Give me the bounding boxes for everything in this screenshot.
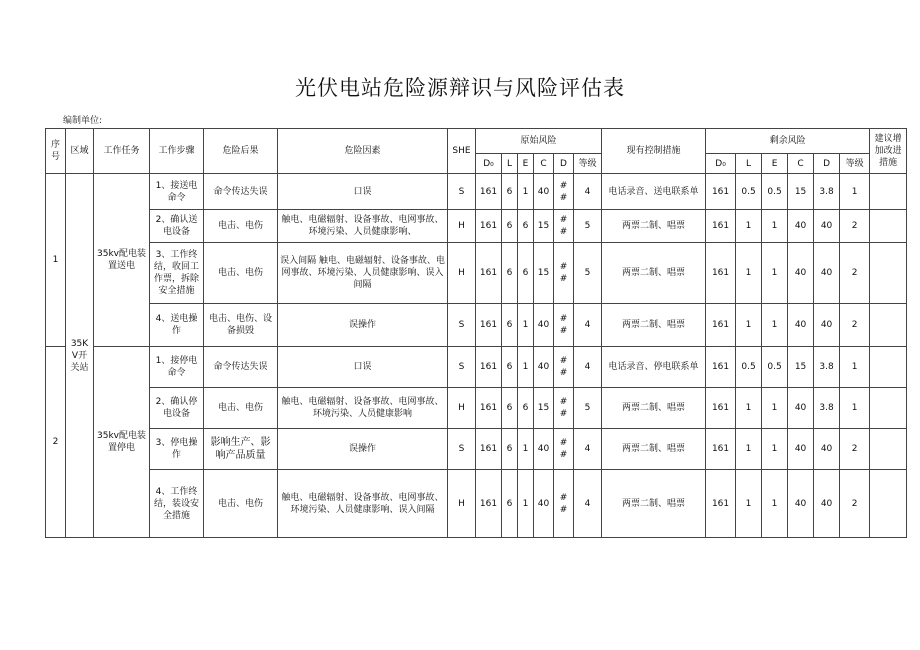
resid-d0: 161	[706, 347, 736, 388]
suggestion-cell	[870, 388, 907, 429]
orig-level: 5	[574, 243, 602, 304]
orig-d: ##	[554, 388, 574, 429]
orig-d0: 161	[476, 210, 502, 243]
header-resid-c: C	[788, 154, 814, 174]
resid-d0: 161	[706, 429, 736, 470]
resid-e: 1	[762, 243, 788, 304]
resid-l: 0.5	[736, 347, 762, 388]
resid-level: 2	[840, 210, 870, 243]
orig-e: 6	[518, 210, 534, 243]
header-orig-c: C	[534, 154, 554, 174]
control-cell: 两票二制、唱票	[602, 210, 706, 243]
suggestion-cell	[870, 243, 907, 304]
orig-d: ##	[554, 304, 574, 347]
header-consequence: 危险后果	[204, 129, 278, 174]
table-row	[46, 388, 907, 429]
resid-l: 1	[736, 243, 762, 304]
resid-c: 40	[788, 429, 814, 470]
consequence-cell: 电击、电伤、设备损毁	[204, 304, 278, 347]
resid-c: 40	[788, 304, 814, 347]
factor-cell: 误入间隔 触电、电磁辐射、设备事故、电网事故、环境污染、人员健康影响、误入间隔	[278, 243, 448, 304]
resid-d: 40	[814, 210, 840, 243]
resid-l: 1	[736, 304, 762, 347]
step-cell: 3、停电操作	[150, 429, 204, 470]
task-cell: 35kv配电装置停电	[94, 347, 150, 538]
she-cell: H	[448, 210, 476, 243]
header-controls: 现有控制措施	[602, 129, 706, 174]
table-row	[46, 210, 907, 243]
step-cell: 1、接停电命令	[150, 347, 204, 388]
factor-cell: 口误	[278, 174, 448, 210]
factor-cell: 触电、电磁辐射、设备事故、电网事故、环境污染、人员健康影响	[278, 388, 448, 429]
resid-d0: 161	[706, 388, 736, 429]
header-task: 工作任务	[94, 129, 150, 174]
orig-d0: 161	[476, 347, 502, 388]
resid-d: 3.8	[814, 347, 840, 388]
resid-d0: 161	[706, 210, 736, 243]
control-cell: 两票二制、唱票	[602, 470, 706, 538]
resid-d0: 161	[706, 304, 736, 347]
resid-level: 2	[840, 470, 870, 538]
suggestion-cell	[870, 470, 907, 538]
resid-d: 40	[814, 304, 840, 347]
consequence-cell: 命令传达失误	[204, 174, 278, 210]
factor-cell: 口误	[278, 347, 448, 388]
header-resid-d: D	[814, 154, 840, 174]
control-cell: 两票二制、唱票	[602, 388, 706, 429]
factor-cell: 触电、电磁辐射、设备事故、电网事故、环境污染、人员健康影响、误入间隔	[278, 470, 448, 538]
consequence-cell: 影响生产、影响产品质量	[204, 429, 278, 470]
orig-level: 5	[574, 210, 602, 243]
resid-level: 2	[840, 429, 870, 470]
orig-c: 15	[534, 210, 554, 243]
control-cell: 电话录音、送电联系单	[602, 174, 706, 210]
orig-level: 4	[574, 174, 602, 210]
orig-d0: 161	[476, 304, 502, 347]
control-cell: 两票二制、唱票	[602, 304, 706, 347]
orig-e: 1	[518, 429, 534, 470]
header-resid-level: 等级	[840, 154, 870, 174]
table-row	[46, 304, 907, 347]
factor-cell: 触电、电磁辐射、设备事故、电网事故、环境污染、人员健康影响、	[278, 210, 448, 243]
orig-e: 6	[518, 388, 534, 429]
header-step: 工作步骤	[150, 129, 204, 174]
resid-e: 1	[762, 210, 788, 243]
orig-c: 40	[534, 429, 554, 470]
orig-d0: 161	[476, 174, 502, 210]
resid-e: 1	[762, 429, 788, 470]
resid-d0: 161	[706, 174, 736, 210]
consequence-cell: 电击、电伤	[204, 470, 278, 538]
she-cell: S	[448, 304, 476, 347]
step-cell: 3、工作终结，收回工作票，拆除安全措施	[150, 243, 204, 304]
header-orig-d0: D₀	[476, 154, 502, 174]
suggestion-cell	[870, 347, 907, 388]
orig-level: 4	[574, 347, 602, 388]
header-orig-l: L	[502, 154, 518, 174]
area-cell: 35KV开关站	[66, 174, 94, 538]
orig-d0: 161	[476, 243, 502, 304]
orig-c: 40	[534, 347, 554, 388]
resid-d: 40	[814, 243, 840, 304]
orig-e: 1	[518, 347, 534, 388]
factor-cell: 误操作	[278, 429, 448, 470]
header-factor: 危险因素	[278, 129, 448, 174]
header-orig-d: D	[554, 154, 574, 174]
step-cell: 4、工作终结，装设安全措施	[150, 470, 204, 538]
consequence-cell: 电击、电伤	[204, 388, 278, 429]
step-cell: 2、确认送电设备	[150, 210, 204, 243]
orig-d0: 161	[476, 388, 502, 429]
table-row	[46, 429, 907, 470]
resid-e: 1	[762, 304, 788, 347]
control-cell: 两票二制、唱票	[602, 429, 706, 470]
resid-l: 1	[736, 210, 762, 243]
orig-l: 6	[502, 304, 518, 347]
she-cell: S	[448, 429, 476, 470]
orig-c: 40	[534, 304, 554, 347]
resid-c: 40	[788, 210, 814, 243]
suggestion-cell	[870, 210, 907, 243]
seq-cell: 2	[46, 347, 66, 538]
seq-cell: 1	[46, 174, 66, 347]
orig-level: 4	[574, 304, 602, 347]
orig-d: ##	[554, 243, 574, 304]
orig-e: 6	[518, 243, 534, 304]
resid-e: 0.5	[762, 347, 788, 388]
header-residual-risk: 剩余风险	[706, 129, 870, 154]
orig-level: 4	[574, 470, 602, 538]
header-seq: 序号	[46, 129, 66, 174]
orig-l: 6	[502, 470, 518, 538]
factor-cell: 误操作	[278, 304, 448, 347]
she-cell: S	[448, 347, 476, 388]
header-she: SHE	[448, 129, 476, 174]
orig-level: 5	[574, 388, 602, 429]
resid-d: 3.8	[814, 174, 840, 210]
resid-e: 1	[762, 388, 788, 429]
orig-d: ##	[554, 210, 574, 243]
orig-d0: 161	[476, 470, 502, 538]
resid-c: 40	[788, 388, 814, 429]
orig-e: 1	[518, 304, 534, 347]
resid-c: 40	[788, 243, 814, 304]
resid-level: 1	[840, 347, 870, 388]
header-suggestion: 建议增加改进措施	[870, 129, 907, 174]
table-row	[46, 470, 907, 538]
resid-level: 1	[840, 174, 870, 210]
page-title: 光伏电站危险源辩识与风险评估表	[295, 76, 625, 100]
she-cell: H	[448, 388, 476, 429]
orig-d: ##	[554, 174, 574, 210]
step-cell: 1、接送电命令	[150, 174, 204, 210]
orig-l: 6	[502, 347, 518, 388]
header-area: 区域	[66, 129, 94, 174]
resid-l: 1	[736, 470, 762, 538]
resid-l: 1	[736, 388, 762, 429]
resid-l: 1	[736, 429, 762, 470]
orig-d: ##	[554, 347, 574, 388]
consequence-cell: 命令传达失误	[204, 347, 278, 388]
header-resid-e: E	[762, 154, 788, 174]
header-resid-l: L	[736, 154, 762, 174]
table-row	[46, 347, 907, 388]
suggestion-cell	[870, 429, 907, 470]
table-row	[46, 243, 907, 304]
orig-l: 6	[502, 243, 518, 304]
orig-c: 40	[534, 174, 554, 210]
resid-level: 2	[840, 243, 870, 304]
resid-d0: 161	[706, 470, 736, 538]
consequence-cell: 电击、电伤	[204, 243, 278, 304]
suggestion-cell	[870, 174, 907, 210]
orig-l: 6	[502, 388, 518, 429]
resid-e: 0.5	[762, 174, 788, 210]
resid-c: 40	[788, 470, 814, 538]
resid-level: 1	[840, 388, 870, 429]
task-cell: 35kv配电装置送电	[94, 174, 150, 347]
resid-c: 15	[788, 347, 814, 388]
resid-d0: 161	[706, 243, 736, 304]
resid-level: 2	[840, 304, 870, 347]
resid-e: 1	[762, 470, 788, 538]
header-orig-e: E	[518, 154, 534, 174]
step-cell: 4、送电操作	[150, 304, 204, 347]
orig-level: 4	[574, 429, 602, 470]
orig-e: 1	[518, 470, 534, 538]
resid-l: 0.5	[736, 174, 762, 210]
orig-d: ##	[554, 470, 574, 538]
resid-d: 40	[814, 470, 840, 538]
table-row	[46, 174, 907, 210]
consequence-cell: 电击、电伤	[204, 210, 278, 243]
orig-c: 15	[534, 243, 554, 304]
control-cell: 电话录音、停电联系单	[602, 347, 706, 388]
orig-d0: 161	[476, 429, 502, 470]
resid-d: 3.8	[814, 388, 840, 429]
header-orig-level: 等级	[574, 154, 602, 174]
orig-d: ##	[554, 429, 574, 470]
suggestion-cell	[870, 304, 907, 347]
she-cell: H	[448, 470, 476, 538]
header-resid-d0: D₀	[706, 154, 736, 174]
header-original-risk: 原始风险	[476, 129, 602, 154]
orig-c: 40	[534, 470, 554, 538]
unit-label: 编制单位:	[63, 116, 103, 126]
orig-l: 6	[502, 429, 518, 470]
resid-d: 40	[814, 429, 840, 470]
risk-table	[45, 128, 907, 538]
orig-l: 6	[502, 210, 518, 243]
she-cell: H	[448, 243, 476, 304]
orig-c: 15	[534, 388, 554, 429]
orig-e: 1	[518, 174, 534, 210]
resid-c: 15	[788, 174, 814, 210]
she-cell: S	[448, 174, 476, 210]
step-cell: 2、确认停电设备	[150, 388, 204, 429]
control-cell: 两票二制、唱票	[602, 243, 706, 304]
orig-l: 6	[502, 174, 518, 210]
